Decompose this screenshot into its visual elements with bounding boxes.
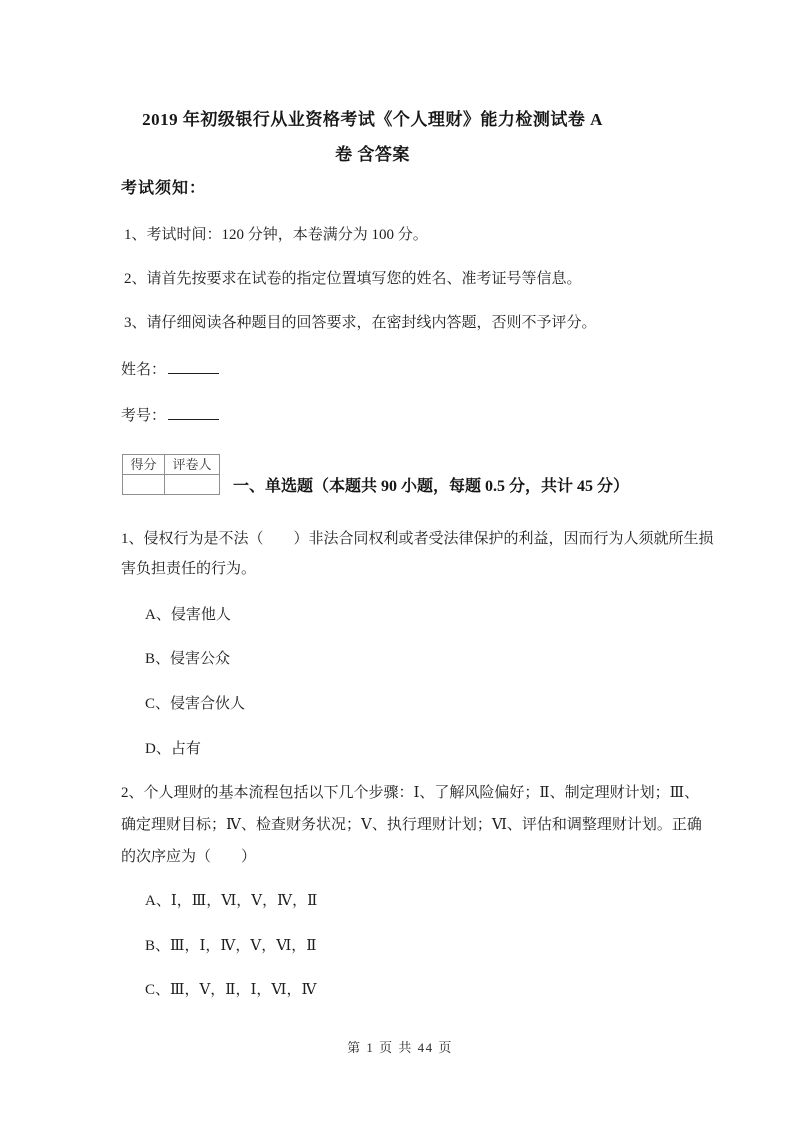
document-title-line2: 卷 含答案 [335, 145, 410, 164]
score-table-cell-grader [165, 475, 220, 495]
name-field [121, 361, 219, 379]
question-1-option-c: C、侵害合伙人 [145, 696, 246, 712]
score-table-header-grader: 评卷人 [165, 455, 220, 475]
notice-item-1: 1、考试时间：120 分钟，本卷满分为 100 分。 [124, 227, 428, 243]
question-1-option-a: A、侵害他人 [145, 607, 231, 623]
notice-item-3: 3、请仔细阅读各种题目的回答要求，在密封线内答题，否则不予评分。 [124, 315, 597, 331]
question-2-option-c: C、Ⅲ，Ⅴ，Ⅱ，Ⅰ，Ⅵ，Ⅳ [145, 982, 317, 998]
notice-heading: 考试须知： [121, 180, 207, 197]
question-2-line-2: 确定理财目标；Ⅳ、检查财务状况；Ⅴ、执行理财计划；Ⅵ、评估和调整理财计划。正确 [121, 817, 702, 833]
question-1-line-2: 害负担责任的行为。 [121, 561, 257, 577]
question-2-option-a: A、Ⅰ，Ⅲ，Ⅵ，Ⅴ，Ⅳ，Ⅱ [145, 893, 318, 909]
name-blank-line [168, 361, 219, 374]
question-1-line-1: 1、侵权行为是不法（ ）非法合同权利或者受法律保护的利益，因而行为人须就所生损 [121, 531, 714, 547]
question-1-option-b: B、侵害公众 [145, 651, 231, 667]
exam-number-blank-line [168, 407, 219, 420]
exam-number-label: 考号： [121, 408, 167, 424]
question-2-line-3: 的次序应为（ ） [121, 849, 257, 865]
question-2-line-1: 2、个人理财的基本流程包括以下几个步骤：Ⅰ、了解风险偏好；Ⅱ、制定理财计划；Ⅲ、 [121, 785, 700, 801]
question-1-option-d: D、占有 [145, 741, 201, 757]
document-title-line1: 2019 年初级银行从业资格考试《个人理财》能力检测试卷 A [142, 110, 603, 129]
exam-number-field [121, 407, 219, 425]
page-number-footer: 第 1 页 共 44 页 [347, 1040, 453, 1055]
score-table-header-score: 得分 [123, 455, 165, 475]
name-label: 姓名： [121, 362, 167, 378]
score-table [122, 454, 220, 495]
section-heading-single-choice: 一、单选题（本题共 90 小题，每题 0.5 分，共计 45 分） [233, 478, 630, 495]
notice-item-2: 2、请首先按要求在试卷的指定位置填写您的姓名、准考证号等信息。 [124, 271, 582, 287]
score-table-cell-score [123, 475, 165, 495]
question-2-option-b: B、Ⅲ，Ⅰ，Ⅳ，Ⅴ，Ⅵ，Ⅱ [145, 938, 317, 954]
